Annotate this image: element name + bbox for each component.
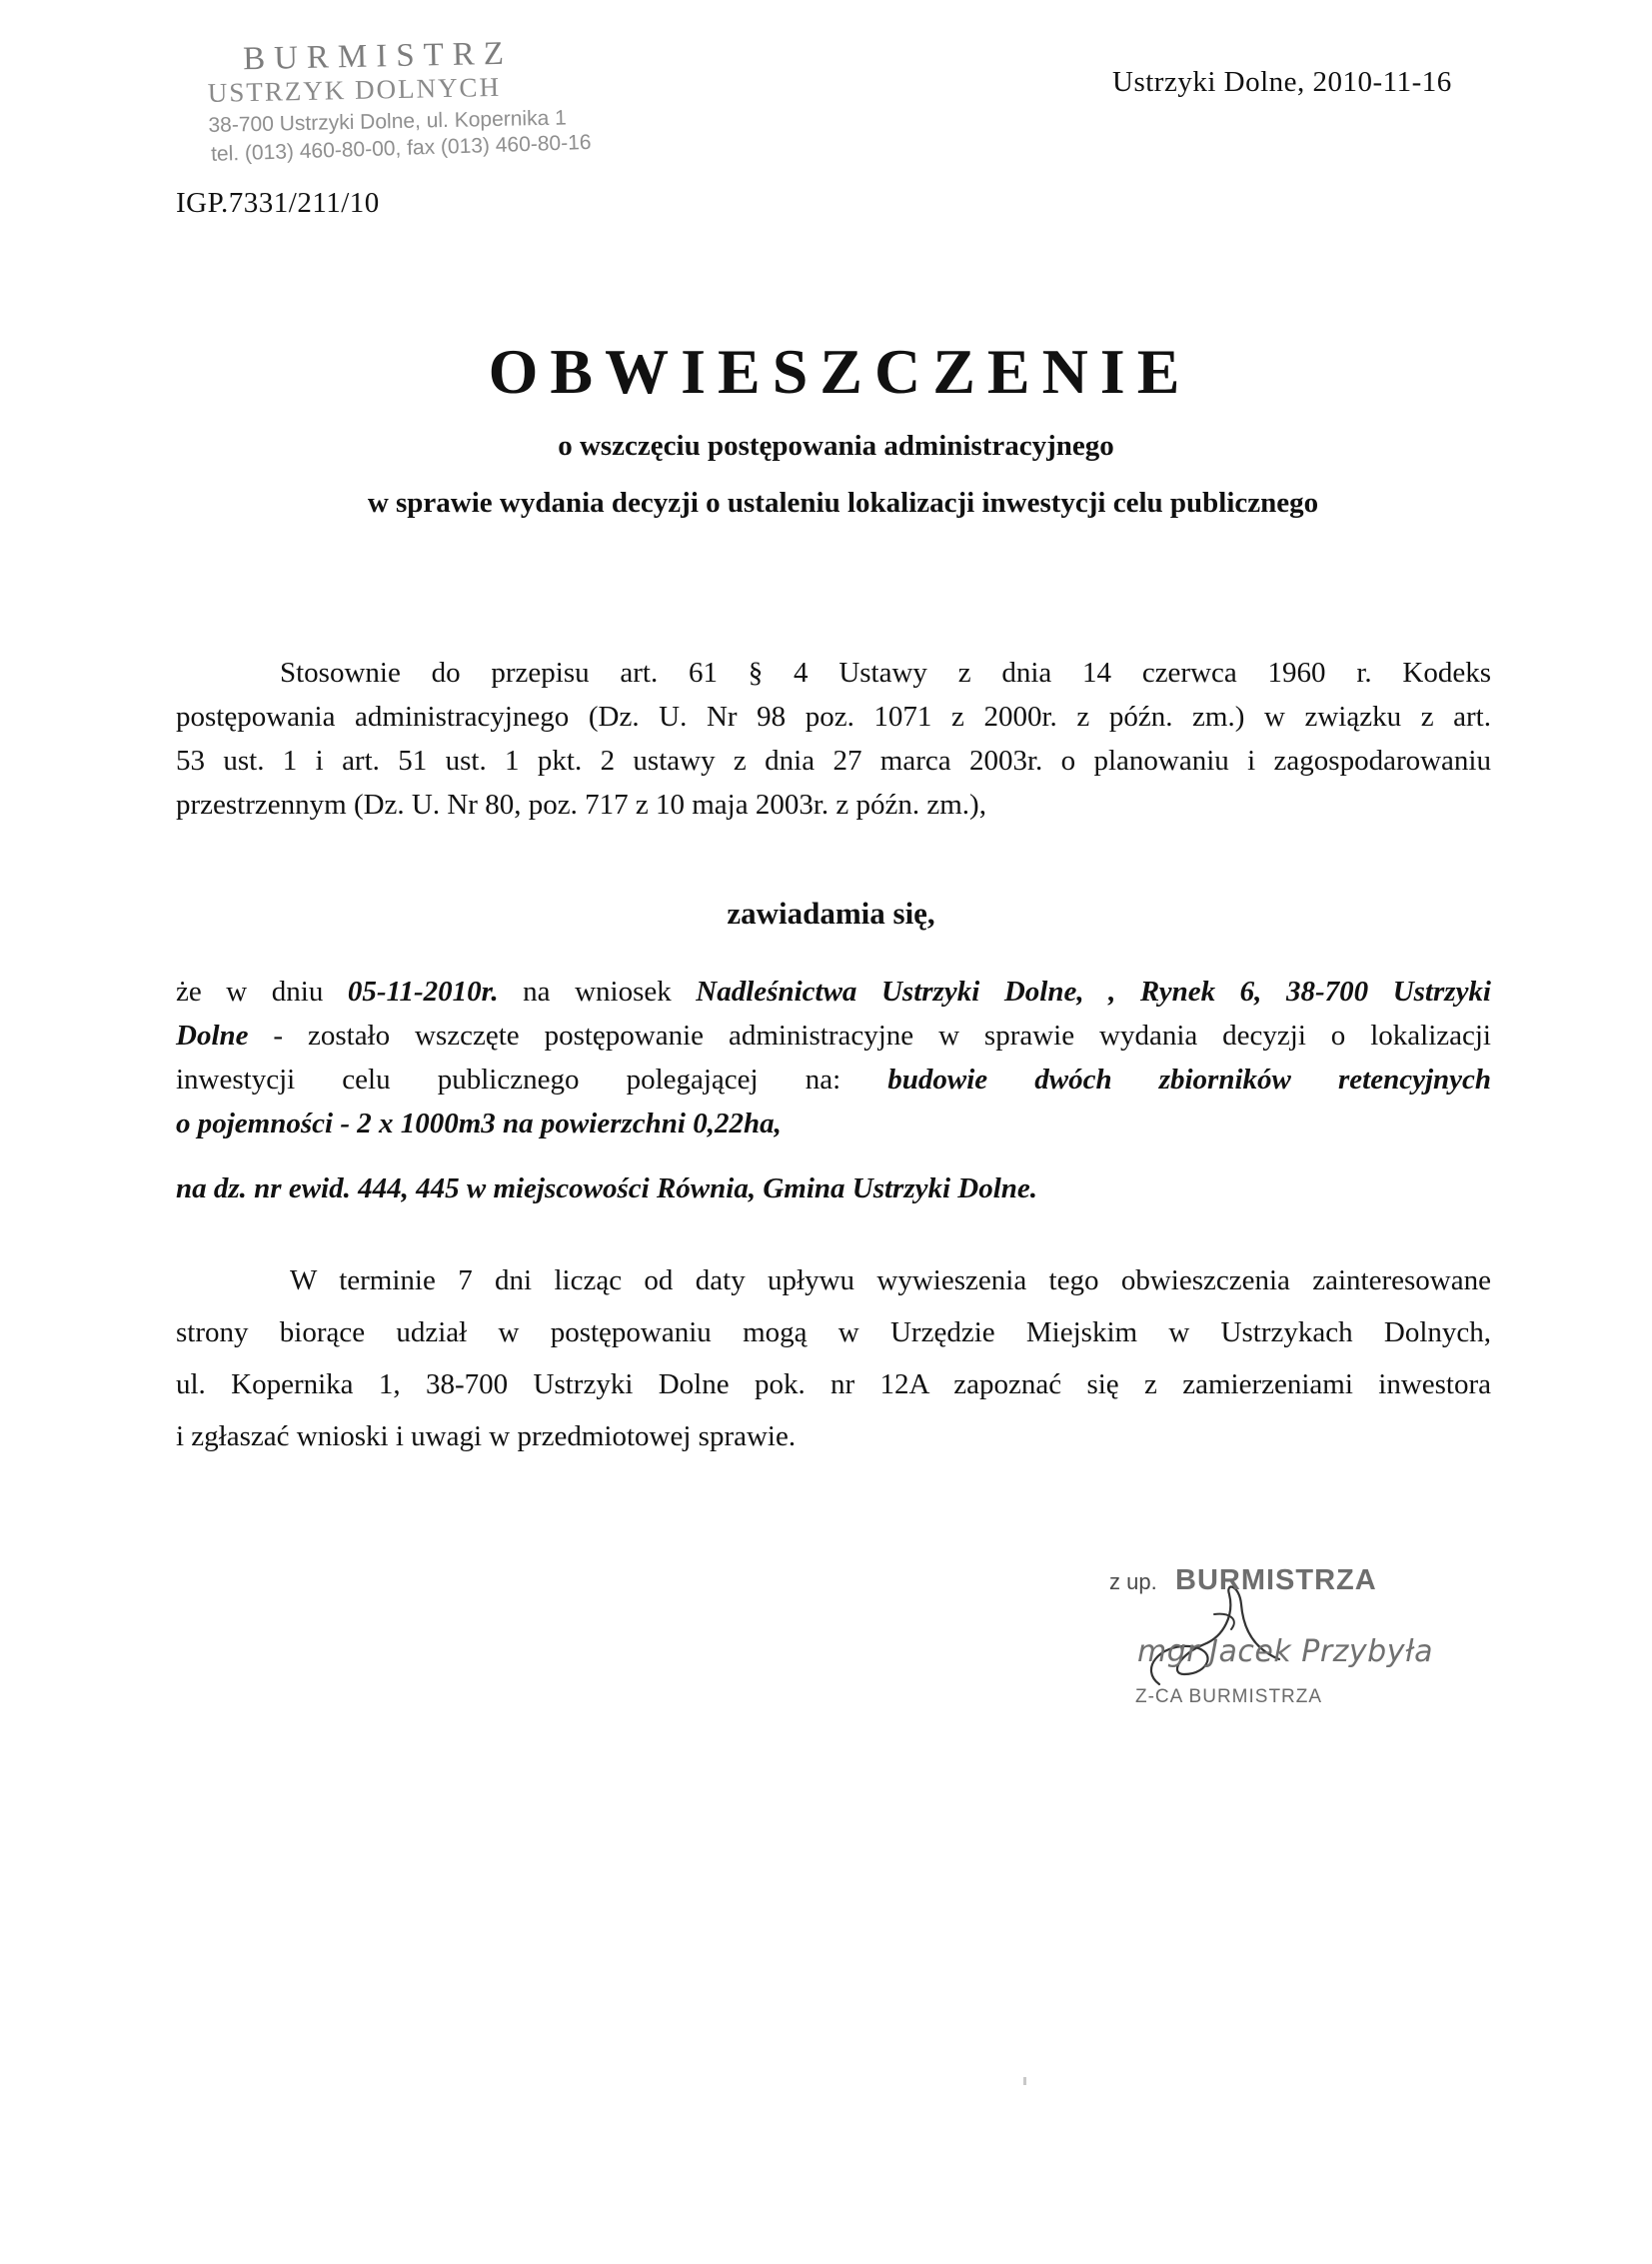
subtitle-line-2: w sprawie wydania decyzji o ustaleniu lokalizacji inwestycji celu publicznego [367,487,1319,519]
legal-basis-paragraph [176,651,1491,827]
plot-location [176,1166,1491,1210]
plot-location-line: na dz. nr ewid. 444, 445 w miejscowości Równia, Gmina Ustrzyki Dolne. [176,1172,1038,1204]
stamp-office-title: BURMISTRZ [242,35,514,78]
office-stamp [197,34,600,166]
subtitle-line-1: o wszczęciu postępowania administracyjnego [558,430,1114,462]
text-run: że w dniu [176,976,348,1008]
applicant-name: Nadleśnictwa Ustrzyki Dolne, , Rynek 6, 38-700 Ustrzyki [696,976,1491,1008]
scan-speck [1023,2077,1026,2085]
paragraph-line: strony biorące udział w postępowaniu mogą w Urzędzie Miejskim w Ustrzykach Dolnych, [176,1316,1491,1348]
signature-block [1109,1564,1449,1724]
paragraph-line [176,970,1491,1014]
notification-heading: zawiadamia się, [727,896,935,931]
paragraph-line [176,1058,1491,1102]
document-title: OBWIESZCZENIE [488,336,1192,407]
stamp-address: 38-700 Ustrzyki Dolne, ul. Kopernika 1 [208,106,567,137]
deadline-paragraph [176,1254,1491,1462]
investment-description: budowie dwóch zbiorników retencyjnych [887,1064,1491,1096]
case-number: IGP.7331/211/10 [176,187,380,219]
paragraph-line: ul. Kopernika 1, 38-700 Ustrzyki Dolne pok. nr 12A zapoznać się z zamierzeniami inwestora [176,1368,1491,1400]
stamp-phone: tel. (013) 460-80-00, fax (013) 460-80-16 [210,130,592,166]
paragraph-line [176,1014,1491,1058]
signatory-role: Z-CA BURMISTRZA [1135,1686,1323,1707]
place-and-date: Ustrzyki Dolne, 2010-11-16 [1112,66,1452,98]
text-run: inwestycji celu publicznego polegającej na: [176,1064,888,1096]
paragraph-line: przestrzennym (Dz. U. Nr 80, poz. 717 z 10 maja 2003r. z późn. zm.), [176,789,986,821]
signatory-name: mgr Jacek Przybyła [1137,1634,1433,1669]
stamp-town: USTRZYK DOLNYCH [207,71,502,108]
applicant-name-cont: Dolne [176,1020,249,1052]
investment-description-cont: o pojemności - 2 x 1000m3 na powierzchni 0,22ha, [176,1108,782,1139]
paragraph-line: i zgłaszać wnioski i uwagi w przedmiotowej sprawie. [176,1420,797,1452]
initiation-date: 05-11-2010r. [347,976,499,1008]
text-run: na wniosek [498,976,697,1008]
paragraph-line: postępowania administracyjnego (Dz. U. Nr 98 poz. 1071 z 2000r. z późn. zm.) w związku z art. [176,701,1491,733]
paragraph-line: Stosownie do przepisu art. 61 § 4 Ustawy z dnia 14 czerwca 1960 r. Kodeks [280,657,1491,689]
signature-office: BURMISTRZA [1175,1564,1377,1596]
signature-prefix: z up. [1109,1569,1157,1594]
text-run: - zostało wszczęte postępowanie administracyjne w sprawie wydania decyzji o lokalizacji [248,1020,1491,1052]
paragraph-line: W terminie 7 dni licząc od daty upływu wywieszenia tego obwieszczenia zainteresowane [290,1264,1491,1296]
paragraph-line: 53 ust. 1 i art. 51 ust. 1 pkt. 2 ustawy z dnia 27 marca 2003r. o planowaniu i zagospodarowaniu [176,745,1491,777]
proceedings-paragraph [176,970,1491,1145]
